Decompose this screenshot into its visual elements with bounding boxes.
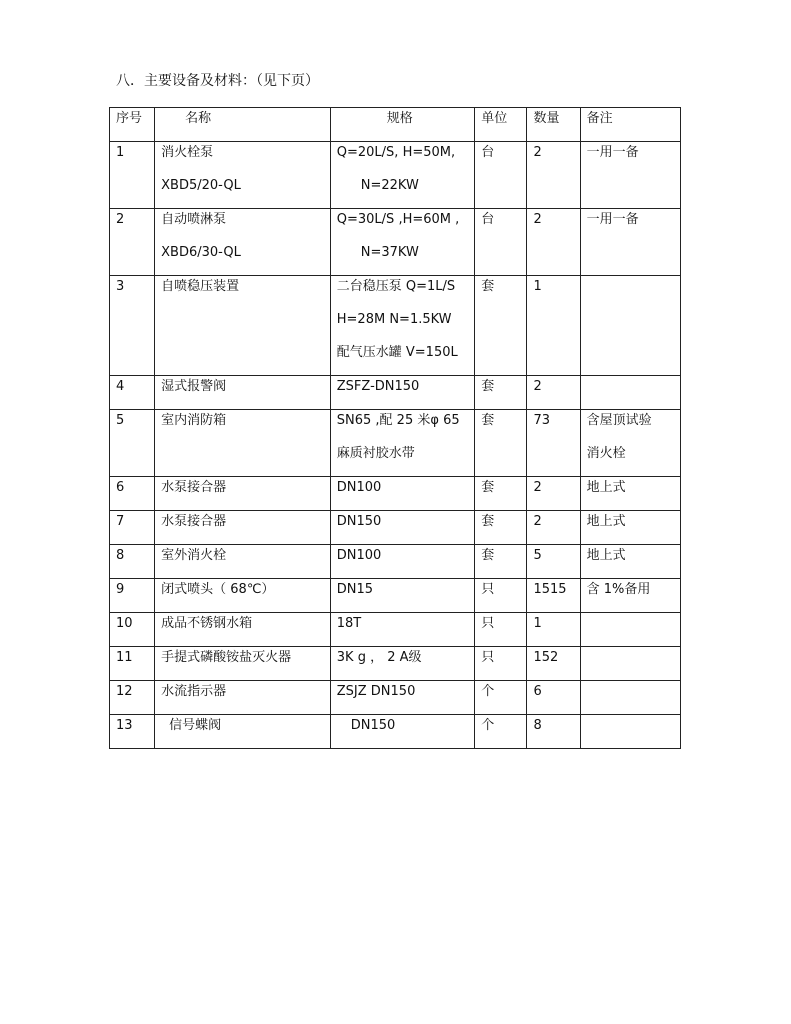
cell-no: 6: [110, 477, 155, 511]
cell-spec: 二台稳压泵 Q=1L/S H=28M N=1.5KW 配气压水罐 V=150L: [330, 276, 475, 376]
table-row: [110, 715, 681, 749]
cell-no: 3: [110, 276, 155, 376]
header-qty: 数量: [527, 108, 580, 142]
cell-unit: 套: [475, 376, 527, 410]
cell-unit: 个: [475, 681, 527, 715]
table-row: [110, 142, 681, 209]
cell-spec: SN65 ,配 25 米φ 65 麻质衬胶水带: [330, 410, 475, 477]
cell-qty: 2: [527, 477, 580, 511]
header-name: 名称: [155, 108, 331, 142]
cell-no: 9: [110, 579, 155, 613]
table-row: [110, 647, 681, 681]
cell-name: 自喷稳压装置: [155, 276, 331, 376]
table-header-row: [110, 108, 681, 142]
cell-name: 自动喷淋泵 XBD6/30-QL: [155, 209, 331, 276]
cell-name: 闭式喷头（ 68℃）: [155, 579, 331, 613]
cell-no: 12: [110, 681, 155, 715]
cell-qty: 1515: [527, 579, 580, 613]
cell-note: 一用一备: [580, 209, 680, 276]
table-row: [110, 209, 681, 276]
cell-note: 含屋顶试验 消火栓: [580, 410, 680, 477]
cell-no: 10: [110, 613, 155, 647]
header-unit: 单位: [475, 108, 527, 142]
cell-unit: 套: [475, 410, 527, 477]
cell-qty: 2: [527, 209, 580, 276]
cell-note: 地上式: [580, 511, 680, 545]
cell-no: 1: [110, 142, 155, 209]
cell-name: 手提式磷酸铵盐灭火器: [155, 647, 331, 681]
cell-name: 湿式报警阀: [155, 376, 331, 410]
cell-qty: 6: [527, 681, 580, 715]
cell-no: 8: [110, 545, 155, 579]
cell-spec: ZSFZ-DN150: [330, 376, 475, 410]
table-row: [110, 579, 681, 613]
cell-no: 2: [110, 209, 155, 276]
cell-no: 5: [110, 410, 155, 477]
table-row: [110, 613, 681, 647]
cell-spec: DN100: [330, 477, 475, 511]
table-row: [110, 376, 681, 410]
header-no: 序号: [110, 108, 155, 142]
cell-spec: DN150: [330, 511, 475, 545]
cell-name: 水泵接合器: [155, 511, 331, 545]
table-row: [110, 545, 681, 579]
cell-name: 水泵接合器: [155, 477, 331, 511]
cell-spec: Q=20L/S, H=50M, N=22KW: [330, 142, 475, 209]
cell-spec: ZSJZ DN150: [330, 681, 475, 715]
cell-qty: 2: [527, 511, 580, 545]
cell-spec: DN15: [330, 579, 475, 613]
cell-qty: 1: [527, 276, 580, 376]
cell-note: [580, 613, 680, 647]
cell-spec: Q=30L/S ,H=60M , N=37KW: [330, 209, 475, 276]
cell-spec: 3K g ， 2 A级: [330, 647, 475, 681]
cell-note: [580, 715, 680, 749]
cell-note: 一用一备: [580, 142, 680, 209]
cell-unit: 套: [475, 545, 527, 579]
cell-no: 13: [110, 715, 155, 749]
cell-note: 地上式: [580, 477, 680, 511]
cell-note: 地上式: [580, 545, 680, 579]
cell-qty: 73: [527, 410, 580, 477]
cell-qty: 152: [527, 647, 580, 681]
cell-unit: 台: [475, 209, 527, 276]
cell-name: 室外消火栓: [155, 545, 331, 579]
cell-no: 11: [110, 647, 155, 681]
cell-no: 7: [110, 511, 155, 545]
cell-note: [580, 681, 680, 715]
table-row: [110, 511, 681, 545]
cell-unit: 套: [475, 511, 527, 545]
cell-note: [580, 376, 680, 410]
table-row: [110, 276, 681, 376]
cell-unit: 只: [475, 613, 527, 647]
cell-note: [580, 647, 680, 681]
cell-qty: 8: [527, 715, 580, 749]
cell-unit: 只: [475, 579, 527, 613]
cell-name: 信号蝶阀: [155, 715, 331, 749]
equipment-table: [109, 107, 681, 749]
header-spec: 规格: [330, 108, 475, 142]
cell-spec: 18T: [330, 613, 475, 647]
cell-qty: 1: [527, 613, 580, 647]
table-row: [110, 410, 681, 477]
cell-note: [580, 276, 680, 376]
cell-spec: DN150: [330, 715, 475, 749]
table-row: [110, 477, 681, 511]
cell-unit: 套: [475, 276, 527, 376]
cell-unit: 台: [475, 142, 527, 209]
cell-unit: 只: [475, 647, 527, 681]
cell-note: 含 1%备用: [580, 579, 680, 613]
cell-unit: 个: [475, 715, 527, 749]
cell-no: 4: [110, 376, 155, 410]
cell-spec: DN100: [330, 545, 475, 579]
cell-name: 消火栓泵 XBD5/20-QL: [155, 142, 331, 209]
cell-qty: 2: [527, 142, 580, 209]
table-row: [110, 681, 681, 715]
section-heading: 八．主要设备及材料：（见下页）: [116, 73, 319, 89]
cell-qty: 2: [527, 376, 580, 410]
cell-name: 水流指示器: [155, 681, 331, 715]
cell-name: 室内消防箱: [155, 410, 331, 477]
cell-qty: 5: [527, 545, 580, 579]
cell-unit: 套: [475, 477, 527, 511]
cell-name: 成品不锈钢水箱: [155, 613, 331, 647]
header-note: 备注: [580, 108, 680, 142]
